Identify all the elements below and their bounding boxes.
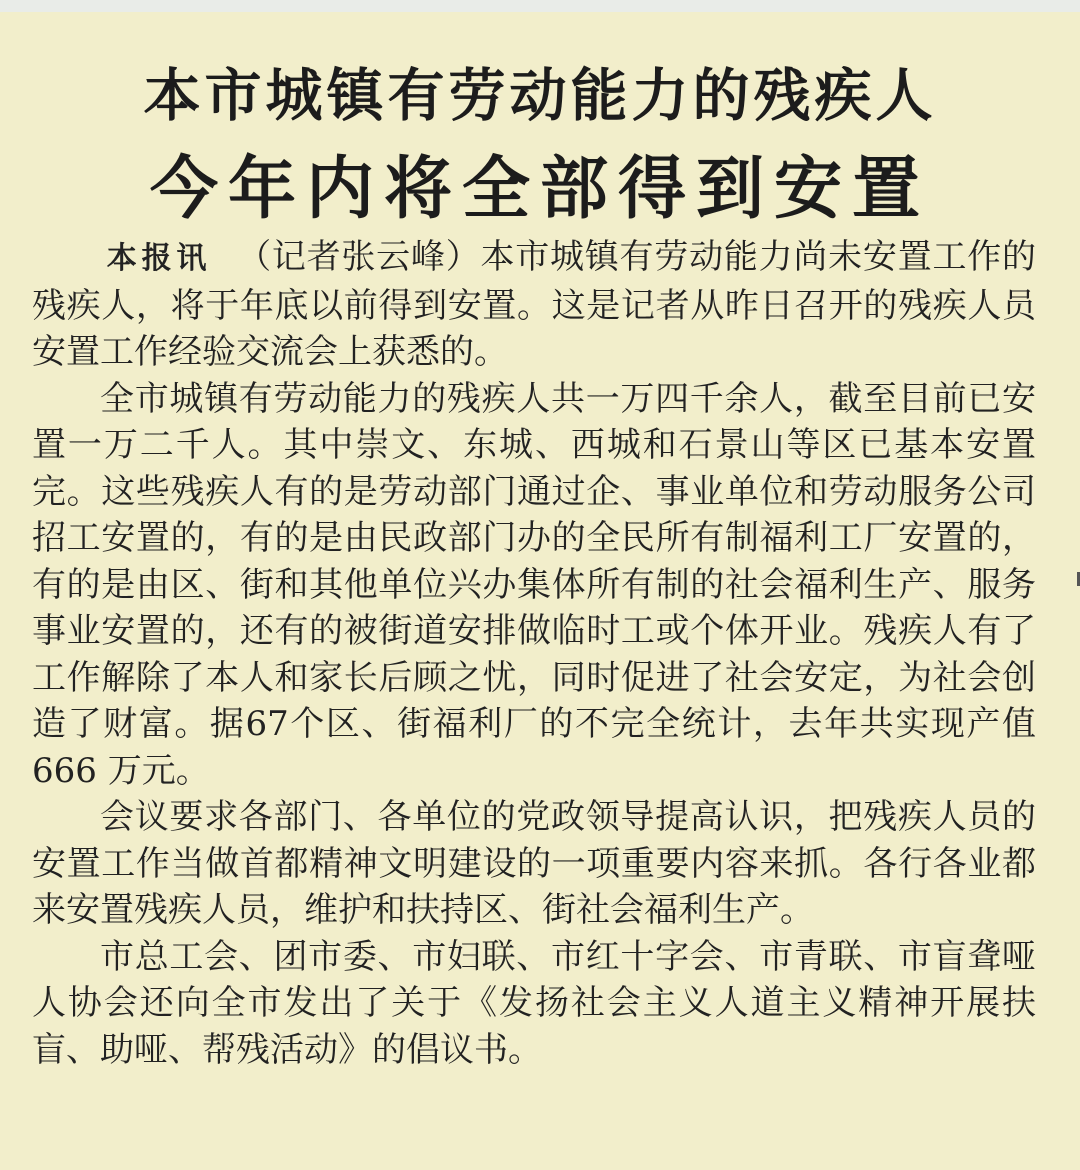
dateline: 本报讯 (106, 241, 212, 276)
article-paragraph-1 (32, 234, 1036, 376)
article-body (32, 234, 1036, 1073)
article-paragraph-4: 市总工会、团市委、市妇联、市红十字会、市青联、市盲聋哑人协会还向全市发出了关于《发扬社会主义人道主义精神开展扶盲、助哑、帮残活动》的倡议书。 (32, 936, 1036, 1070)
article-paragraph-2: 全市城镇有劳动能力的残疾人共一万四千余人，截至目前已安置一万二千人。其中崇文、东城、西城和石景山等区已基本安置完。这些残疾人有的是劳动部门通过企、事业单位和劳动服务公司招工安置的，有的是由民政部门办的全民所有制福利工厂安置的，有的是由区、街和其他单位兴办集体所有制的社会福利生产、服务事业安置的，还有的被街道安排做临时工或个体开业。残疾人有了工作解除了本人和家长后顾之忧，同时促进了社会安定，为社会创造了财富。据67个区、街福利厂的不完全统计，去年共实现产值 666 万元。 (32, 378, 1036, 791)
paragraph-1-text: （记者张云峰）本市城镇有劳动能力尚未安置工作的残疾人，将于年底以前得到安置。这是记者从昨日召开的残疾人员安置工作经验交流会上获悉的。 (32, 237, 1037, 372)
headline-line-2: 今年内将全部得到安置 (149, 150, 930, 229)
headline-line-1: 本市城镇有劳动能力的残疾人 (143, 63, 937, 129)
article-paragraph-3: 会议要求各部门、各单位的党政领导提高认识，把残疾人员的安置工作当做首都精神文明建设的一项重要内容来抓。各行各业都来安置残疾人员，维护和扶持区、街社会福利生产。 (32, 797, 1036, 930)
top-border-strip (0, 0, 1080, 12)
